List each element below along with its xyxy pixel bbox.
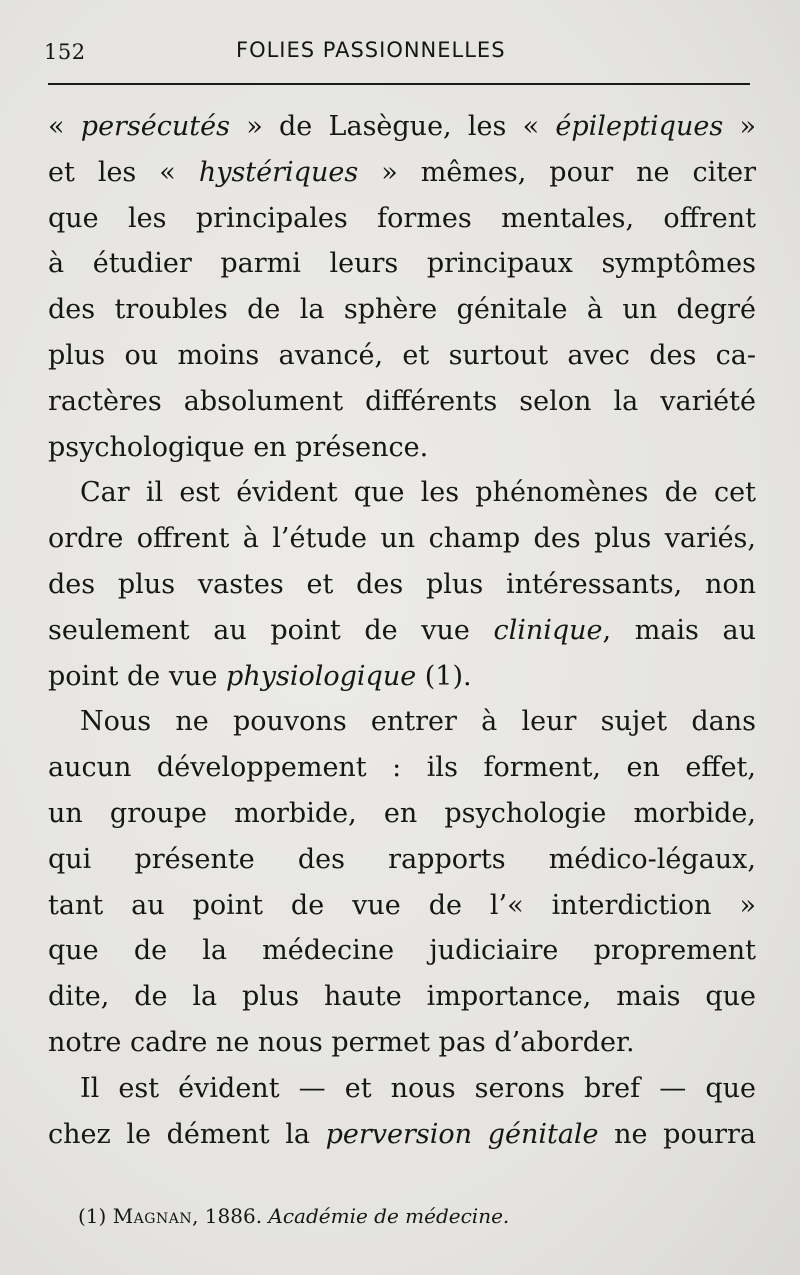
footnote-author: Magnan: [112, 1204, 193, 1228]
text-run: plus ou moins avancé, et surtout avec des ca-: [48, 339, 756, 371]
text-run: des troubles de la sphère génitale à un degré: [48, 294, 756, 326]
text-line: [48, 745, 756, 791]
body-text: [48, 104, 756, 1157]
text-run: chez le dément la: [48, 1118, 326, 1150]
page-number: 152: [44, 40, 86, 64]
text-line: [48, 1066, 756, 1112]
text-line: [48, 470, 756, 516]
footnote-source: Académie de médecine.: [268, 1204, 510, 1228]
text-line: [48, 791, 756, 837]
running-head: FOLIES PASSIONNELLES: [236, 38, 506, 62]
text-line: [48, 699, 756, 745]
text-run: dite, de la plus haute importance, mais que: [48, 981, 756, 1013]
italic-text: persécutés: [80, 111, 230, 142]
page-header: [44, 36, 750, 70]
text-run: (1).: [416, 660, 472, 692]
italic-text: perversion génitale: [325, 1118, 599, 1150]
text-run: que de la médecine judiciaire proprement: [48, 935, 756, 967]
text-line: [48, 974, 756, 1020]
text-run: que les principales formes mentales, offrent: [48, 202, 756, 234]
text-run: ractères absolument différents selon la variété: [48, 385, 756, 417]
text-run: à étudier parmi leurs principaux symptômes: [48, 248, 756, 280]
italic-text: clinique: [493, 614, 603, 646]
text-line: [48, 425, 756, 471]
text-line: [48, 654, 756, 700]
footnote-marker: (1): [78, 1204, 113, 1228]
text-run: psychologique en présence.: [48, 431, 429, 463]
text-run: un groupe morbide, en psychologie morbide,: [48, 797, 756, 829]
text-line: [48, 1112, 756, 1158]
text-run: tant au point de vue de l’« interdiction »: [48, 889, 756, 921]
text-line: [48, 150, 756, 196]
text-line: [48, 837, 756, 883]
text-line: [48, 928, 756, 974]
footnote-year: , 1886.: [192, 1204, 269, 1228]
text-run: Nous ne pouvons entrer à leur sujet dans: [80, 706, 756, 738]
text-run: ne pourra: [598, 1118, 756, 1150]
text-line: [48, 379, 756, 425]
text-line: [48, 516, 756, 562]
italic-text: épileptiques: [555, 111, 724, 142]
text-run: des plus vastes et des plus intéressants, non: [48, 568, 756, 600]
text-run: »: [723, 111, 756, 142]
text-run: , mais au: [602, 614, 756, 646]
text-run: ordre offrent à l’étude un champ des plus variés,: [48, 523, 756, 555]
text-line: [48, 241, 756, 287]
text-run: Il est évident — et nous serons bref — que: [80, 1072, 756, 1104]
text-run: qui présente des rapports médico-légaux,: [48, 843, 756, 875]
text-run: Car il est évident que les phénomènes de cet: [80, 477, 756, 509]
text-line: [48, 104, 756, 150]
text-run: » de Lasègue, les «: [229, 111, 556, 142]
text-line: [48, 333, 756, 379]
text-run: et les «: [48, 156, 199, 188]
text-line: [48, 608, 756, 654]
text-run: «: [48, 111, 81, 142]
footnote: [78, 1204, 509, 1228]
text-run: notre cadre ne nous permet pas d’aborder.: [48, 1026, 635, 1058]
text-line: [48, 562, 756, 608]
text-run: aucun développement : ils forment, en effet,: [48, 752, 756, 784]
italic-text: physiologique: [226, 660, 417, 692]
header-rule: [48, 83, 750, 85]
text-line: [48, 196, 756, 242]
text-line: [48, 287, 756, 333]
text-line: [48, 883, 756, 929]
text-run: seulement au point de vue: [48, 614, 494, 646]
italic-text: hystériques: [198, 156, 359, 188]
text-run: point de vue: [48, 660, 227, 692]
text-line: [48, 1020, 756, 1066]
text-run: » mêmes, pour ne citer: [358, 156, 756, 188]
